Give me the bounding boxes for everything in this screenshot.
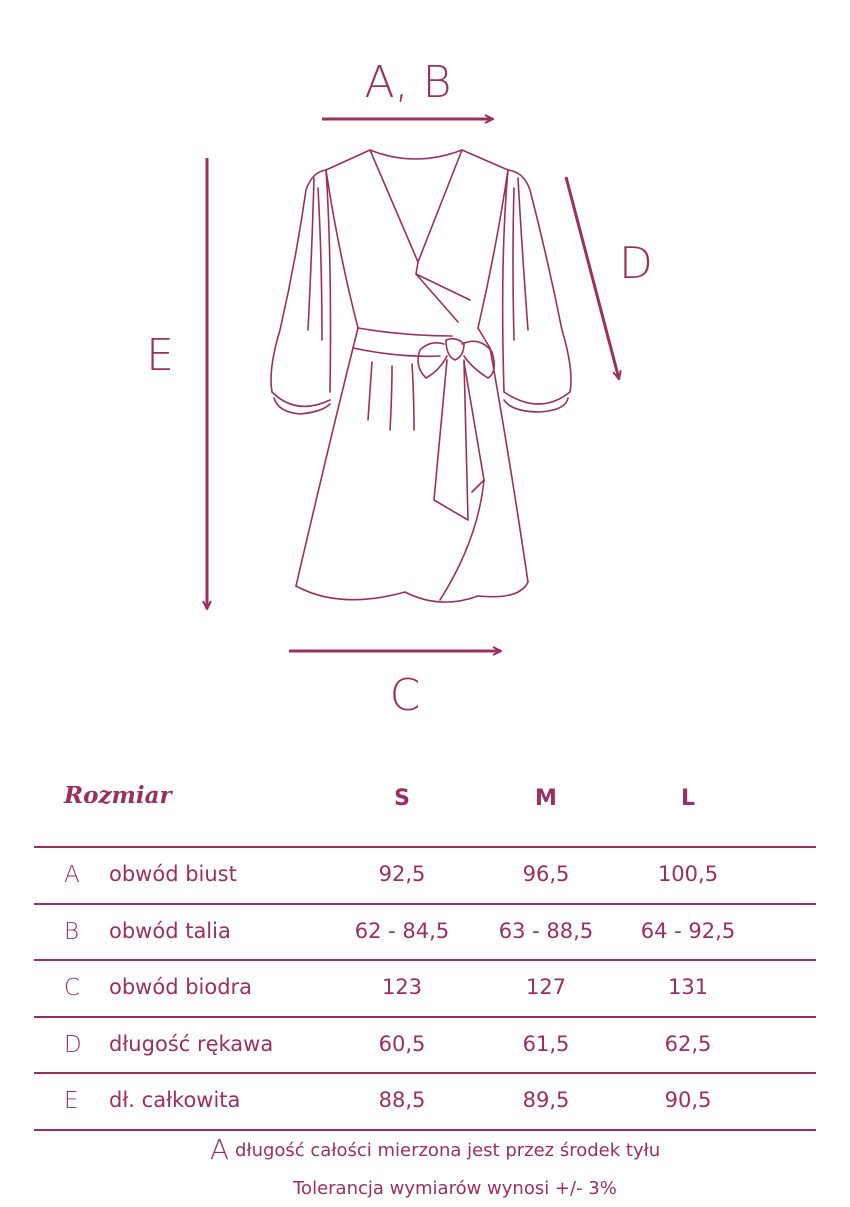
cell-l: 90,5 (664, 1088, 712, 1112)
notes (0, 1133, 850, 1199)
cell-s: 123 (381, 975, 423, 999)
row-letter: E (64, 1088, 79, 1114)
note-length-text: długość całości mierzona jest przez środek tyłu (235, 1140, 661, 1161)
label-d: D (619, 238, 653, 289)
table-body (34, 846, 816, 1131)
dress-icon (271, 150, 571, 602)
cell-m: 127 (525, 975, 567, 999)
table-header (34, 770, 816, 846)
column-l: L (680, 786, 696, 811)
cell-m: 89,5 (522, 1088, 570, 1112)
row-letter: D (64, 1031, 82, 1058)
row-name: obwód biodra (109, 975, 253, 999)
row-name: obwód talia (109, 918, 231, 943)
cell-s: 62 - 84,5 (354, 918, 450, 943)
column-s: S (394, 786, 410, 811)
table-row (34, 1072, 816, 1131)
table-title: Rozmiar (64, 782, 172, 809)
row-letter: C (64, 975, 81, 1001)
table-row (34, 959, 816, 1016)
label-ab: A, B (364, 57, 452, 108)
column-m: M (535, 786, 557, 811)
label-c: C (389, 670, 421, 721)
table-row (34, 846, 816, 903)
size-table (34, 770, 816, 1131)
note-marker: A (209, 1133, 230, 1166)
cell-m: 96,5 (522, 862, 570, 886)
cell-s: 88,5 (378, 1088, 426, 1112)
cell-s: 60,5 (378, 1031, 426, 1056)
cell-l: 64 - 92,5 (640, 918, 736, 943)
row-letter: B (64, 918, 80, 945)
arrow-d (566, 177, 619, 379)
row-name: dł. całkowita (109, 1088, 241, 1112)
cell-m: 61,5 (522, 1031, 570, 1056)
label-e: E (146, 330, 174, 381)
row-name: obwód biust (109, 862, 237, 886)
row-letter: A (64, 862, 80, 888)
table-row (34, 903, 816, 960)
note-tolerance: Tolerancja wymiarów wynosi +/- 3% (293, 1178, 617, 1199)
note-length (20, 1133, 850, 1166)
cell-s: 92,5 (378, 862, 426, 886)
cell-l: 100,5 (657, 862, 719, 886)
cell-l: 62,5 (664, 1031, 712, 1056)
table-row (34, 1016, 816, 1073)
cell-m: 63 - 88,5 (498, 918, 594, 943)
row-name: długość rękawa (109, 1031, 274, 1056)
cell-l: 131 (667, 975, 709, 999)
